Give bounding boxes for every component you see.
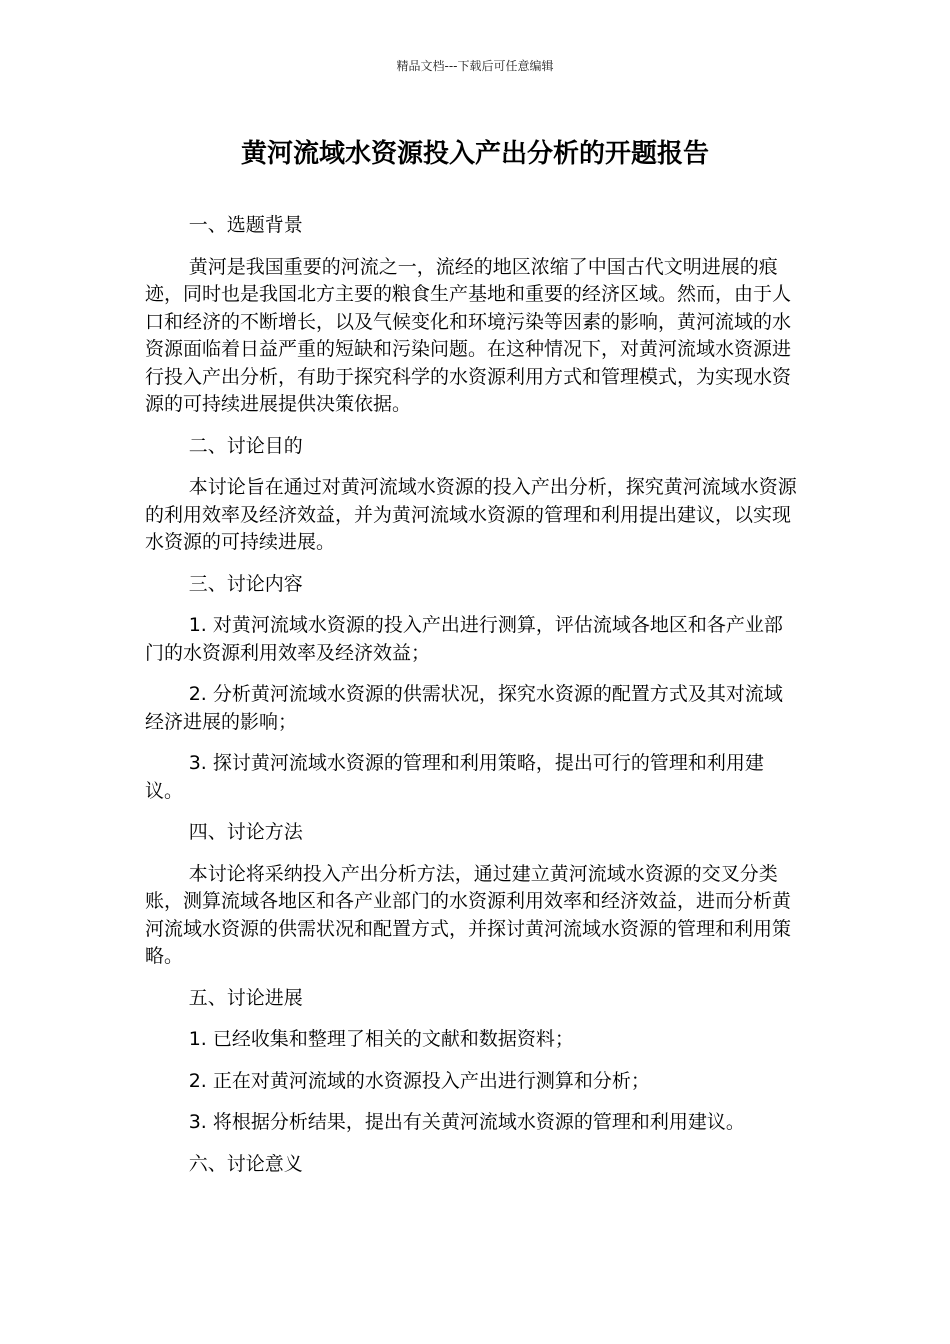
section-heading-purpose: 二、讨论目的 bbox=[188, 434, 303, 457]
section-heading-progress: 五、讨论进展 bbox=[188, 986, 303, 1009]
section-heading-content: 三、讨论内容 bbox=[188, 572, 303, 595]
list-item: 1. 已经收集和整理了相关的文献和数据资料； bbox=[188, 1028, 574, 1050]
list-item: 2. 分析黄河流域水资源的供需状况，探究水资源的配置方式及其对流域经济进展的影响； bbox=[145, 683, 783, 733]
document-body bbox=[145, 212, 800, 1192]
list-item: 3. 将根据分析结果，提出有关黄河流域水资源的管理和利用建议。 bbox=[188, 1111, 745, 1133]
list-item: 3. 探讨黄河流域水资源的管理和利用策略，提出可行的管理和利用建议。 bbox=[145, 752, 764, 802]
header-note: 精品文档---下载后可任意编辑 bbox=[396, 59, 554, 73]
list-item: 1. 对黄河流域水资源的投入产出进行测算，评估流域各地区和各产业部门的水资源利用效率及经济效益； bbox=[145, 614, 783, 664]
section-heading-significance: 六、讨论意义 bbox=[188, 1152, 303, 1175]
section-paragraph: 本讨论旨在通过对黄河流域水资源的投入产出分析，探究黄河流域水资源的利用效率及经济效益，并为黄河流域水资源的管理和利用提出建议，以实现水资源的可持续进展。 bbox=[145, 476, 797, 553]
section-heading-method: 四、讨论方法 bbox=[188, 821, 303, 843]
section-paragraph: 黄河是我国重要的河流之一，流经的地区浓缩了中国古代文明进展的痕迹，同时也是我国北方主要的粮食生产基地和重要的经济区域。然而，由于人口和经济的不断增长，以及气候变化和环境污染等因素的影响，黄河流域的水资源面临着日益严重的短缺和污染问题。在这种情况下，对黄河流域水资源进行投入产出分析，有助于探究科学的水资源利用方式和管理模式，为实现水资源的可持续进展提供决策依据。 bbox=[145, 255, 792, 415]
list-item: 2. 正在对黄河流域的水资源投入产出进行测算和分析； bbox=[188, 1069, 650, 1092]
document-title: 黄河流域水资源投入产出分析的开题报告 bbox=[240, 139, 709, 169]
section-paragraph: 本讨论将采纳投入产出分析方法，通过建立黄河流域水资源的交叉分类账，测算流域各地区和各产业部门的水资源利用效率和经济效益，进而分析黄河流域水资源的供需状况和配置方式，并探讨黄河流域水资源的管理和利用策略。 bbox=[145, 862, 792, 967]
section-heading-background: 一、选题背景 bbox=[188, 214, 303, 236]
